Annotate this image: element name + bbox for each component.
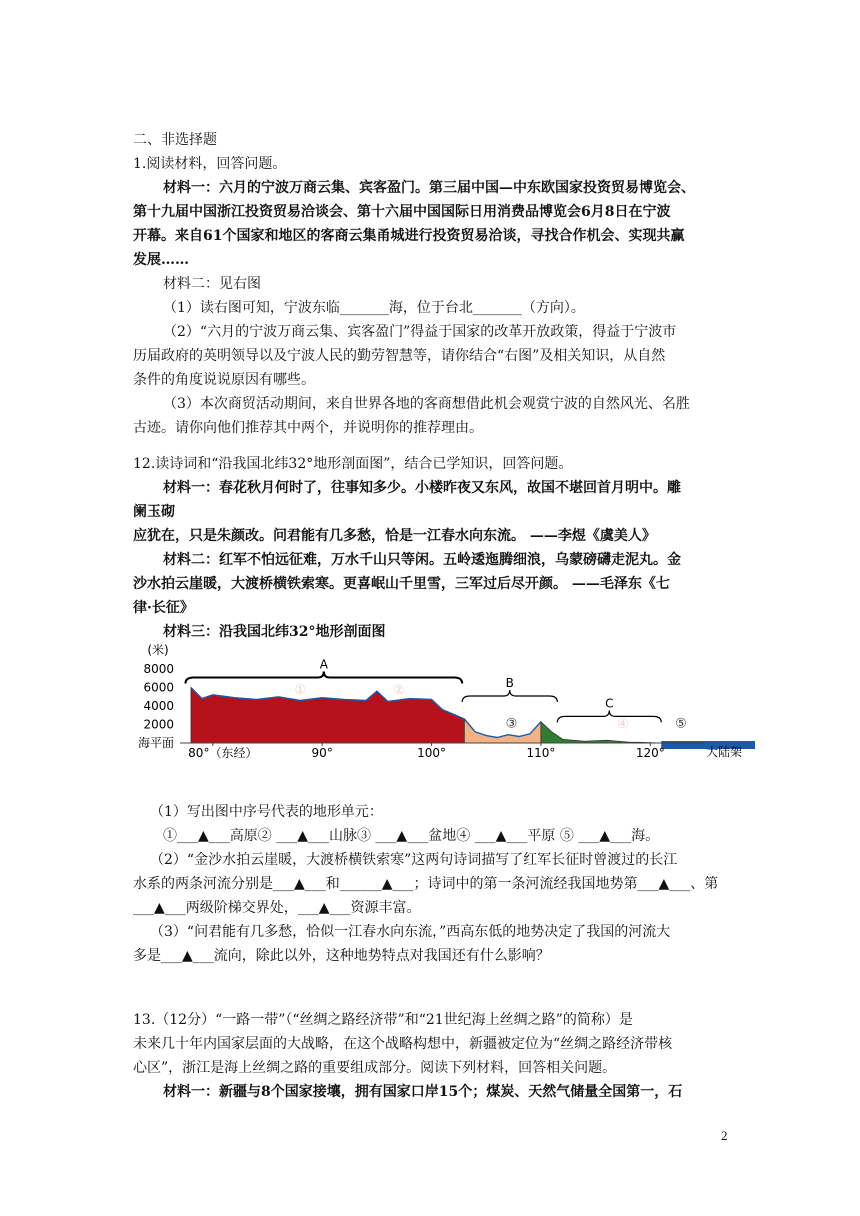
y-axis-label: (米) (147, 643, 169, 657)
q12-sub3: （3）“问君能有几多愁，恰似一江春水向东流，”西高东低的地势决定了我国的河流大 (150, 924, 671, 940)
section-heading: 二、非选择题 (133, 132, 217, 148)
x-tick-label: 120° (635, 746, 665, 760)
q1-material1-line4: 发展…… (133, 252, 189, 268)
q12-sub1-answers: ①___▲___高原② ___▲___山脉③ ___▲___盆地④ ___▲___平原 ⑤ ___▲___海。 (163, 828, 660, 844)
bracket-c (557, 710, 661, 722)
marker-2: ② (392, 682, 405, 698)
q12-material2-line3: 律·长征》 (133, 600, 194, 616)
plain-region (541, 722, 661, 743)
q1-sub2-line2: 历届政府的英明领导以及宁波人民的勤劳智慧等，请你结合“右图”及相关知识，从自然 (133, 348, 666, 364)
y-tick-label: 海平面 (137, 736, 174, 750)
q13-material1: 材料一：新疆与8个国家接壤，拥有国家口岸15个；煤炭、天然气储量全国第一，石 (163, 1084, 683, 1100)
q1-sub2-line3: 条件的角度说说原因有哪些。 (133, 372, 315, 388)
q13-line2: 未来几十年内国家层面的大战略，在这个战略构想中，新疆被定位为“丝绸之路经济带核 (133, 1036, 673, 1052)
q12-sub2-line3: ___▲___两级阶梯交界处，___▲___资源丰富。 (133, 900, 421, 916)
marker-5: ⑤ (675, 716, 687, 732)
q12-material1: 材料一：春花秋月何时了，往事知多少。小楼昨夜又东风，故国不堪回首月明中。雕 (163, 480, 681, 496)
plateau-region (191, 688, 465, 744)
y-tick-label: 8000 (143, 662, 174, 676)
y-tick-label: 2000 (143, 717, 174, 732)
q1-sub3-line2: 古迹。请你向他们推荐其中两个，并说明你的推荐理由。 (133, 420, 483, 436)
q1-sub3: （3）本次商贸活动期间，来自世界各地的客商想借此机会观赏宁波的自然风光、名胜 (163, 396, 690, 412)
x-tick-label: 110° (526, 746, 556, 760)
x-tick-label: 80°（东经） (188, 746, 258, 760)
marker-1: ① (294, 682, 307, 698)
x-tick-label: 90° (311, 746, 333, 760)
y-tick-label: 6000 (143, 680, 174, 695)
terrain-profile-chart (130, 632, 770, 762)
marker-4: ④ (617, 717, 629, 733)
y-tick-label: 4000 (143, 699, 174, 713)
q1-material1-line3: 开幕。来自61个国家和地区的客商云集甬城进行投资贸易洽谈，寻找合作机会、实现共赢 (133, 228, 685, 244)
q12-material2-line2: 沙水拍云崖暖，大渡桥横铁索寒。更喜岷山千里雪，三军过后尽开颜。 ——毛泽东《七 (133, 576, 670, 592)
q12-sub1-head: （1）写出图中序号代表的地形单元： (150, 804, 383, 820)
q12-material1-line3: 应犹在，只是朱颜改。问君能有几多愁，恰是一江春水向东流。 ——李煜《虞美人》 (133, 528, 656, 544)
bracket-label-a: A (319, 657, 328, 672)
q1-material2: 材料二：见右图 (163, 276, 261, 292)
q12-material2: 材料二：红军不怕远征难，万水千山只等闲。五岭逶迤腾细浪，乌蒙磅礴走泥丸。金 (163, 552, 681, 568)
q12-sub2-line2: 水系的两条河流分别是___▲___和______▲___；诗词中的第一条河流经我国地势第___▲___、第 (133, 876, 719, 892)
q1-material1: 材料一：六月的宁波万商云集、宾客盈门。第三届中国—中东欧国家投资贸易博览会、 (163, 180, 695, 196)
shelf-label: 大陆架 (705, 745, 743, 759)
q12-sub2: （2）“金沙水拍云崖暖，大渡桥横铁索寒”这两句诗词描写了红军长征时曾渡过的长江 (150, 852, 678, 868)
q12-sub3-line2: 多是___▲___流向，除此以外，这种地势特点对我国还有什么影响？ (133, 948, 550, 964)
q1-sub1: （1）读右图可知，宁波东临_______海，位于台北_______（方向）。 (163, 300, 585, 316)
bracket-a (185, 672, 462, 684)
q12-title: 12.读诗词和“沿我国北纬32°地形剖面图”，结合已学知识，回答问题。 (133, 456, 573, 472)
q1-sub2: （2）“六月的宁波万商云集、宾客盈门”得益于国家的改革开放政策，得益于宁波市 (163, 324, 677, 340)
q13-line1: 13.（12分）“一路一带”（“丝绸之路经济带”和“21世纪海上丝绸之路”的简称）是 (133, 1012, 633, 1028)
x-tick-label: 100° (417, 746, 447, 760)
marker-3: ③ (505, 716, 518, 732)
basin-region (464, 719, 541, 743)
q12-material1-line2: 阑玉砌 (133, 504, 175, 520)
bracket-b (462, 690, 557, 702)
q13-line3: 心区”，浙江是海上丝绸之路的重要组成部分。阅读下列材料，回答相关问题。 (133, 1060, 617, 1076)
q12-material3: 材料三：沿我国北纬32°地形剖面图 (163, 624, 386, 640)
bracket-label-c: C (605, 696, 614, 711)
page-number: 2 (721, 1128, 728, 1143)
q1-title: 1.阅读材料，回答问题。 (133, 156, 287, 172)
q1-material1-line2: 第十九届中国浙江投资贸易洽谈会、第十六届中国国际日用消费品博览会6月8日在宁波 (133, 204, 671, 220)
bracket-label-b: B (505, 676, 514, 690)
